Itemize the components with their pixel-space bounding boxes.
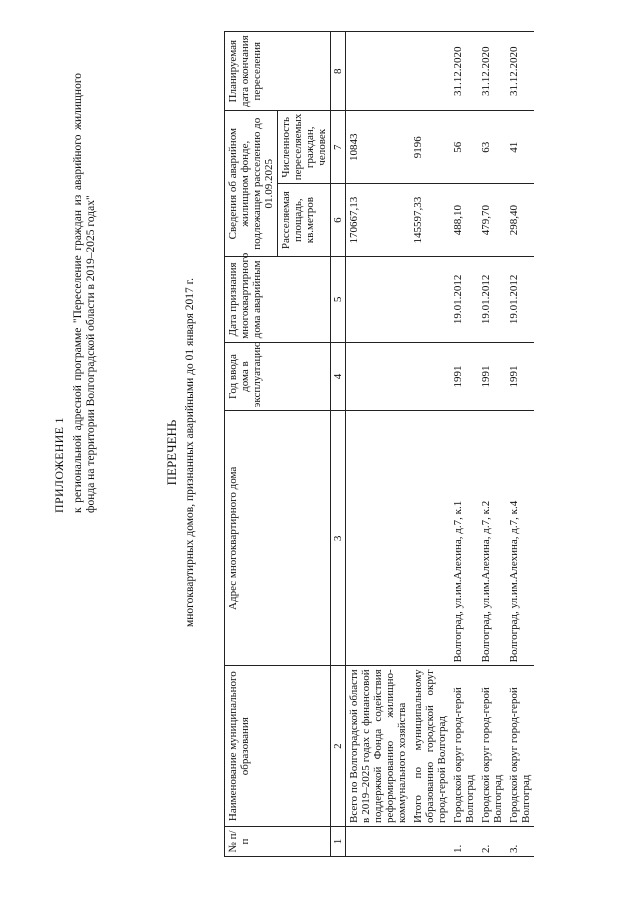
emergency-housing-table xyxy=(224,31,534,857)
total-area: 170667,13 xyxy=(346,184,411,257)
row-municipality: Городской округ город-герой Волгоград xyxy=(478,666,506,827)
row-people: 63 xyxy=(478,111,506,184)
row-year: 1991 xyxy=(506,342,534,411)
col-number: 6 xyxy=(331,184,346,257)
subtotal-label: Итого по муниципальному образованию городской округ город-герой Волгоград xyxy=(410,666,450,827)
appendix-text: к региональной адресной программе "Переселение граждан из аварийного жилищного фонда на территории Волгоградской области в 2019–2025 годах" xyxy=(72,73,97,513)
col-number: 5 xyxy=(331,257,346,343)
header-municipality: Наименование муниципального образования xyxy=(225,666,331,827)
col-number: 8 xyxy=(331,32,346,111)
subtotal-area: 145597,33 xyxy=(410,184,450,257)
row-area: 298,40 xyxy=(506,184,534,257)
row-area: 479,70 xyxy=(478,184,506,257)
col-number: 2 xyxy=(331,666,346,827)
row-num: 2. xyxy=(478,827,506,857)
row-planned: 31.12.2020 xyxy=(506,32,534,111)
col-number: 1 xyxy=(331,827,346,857)
col-number: 3 xyxy=(331,411,346,666)
col-number: 7 xyxy=(331,111,346,184)
col-number: 4 xyxy=(331,342,346,411)
total-label: Всего по Волгоградской области в 2019–2025 годах с финансовой поддержкой Фонда содействия реформированию жилищно-коммунального хозяйства xyxy=(346,666,411,827)
header-area: Расселяемая площадь, кв.метров xyxy=(278,184,331,257)
table-row xyxy=(450,32,478,857)
appendix-title: ПРИЛОЖЕНИЕ 1 xyxy=(52,417,66,513)
row-address: Волгоград, ул.им.Алехина, д.7, к.4 xyxy=(506,411,534,666)
row-num: 1. xyxy=(450,827,478,857)
row-planned: 31.12.2020 xyxy=(450,32,478,111)
table-row xyxy=(506,32,534,857)
total-row xyxy=(346,32,411,857)
header-num: № п/п xyxy=(225,827,331,857)
row-date: 19.01.2012 xyxy=(506,257,534,343)
header-people: Численность переселяемых граждан, человек xyxy=(278,111,331,184)
subtotal-row xyxy=(410,32,450,857)
row-address: Волгоград, ул.им.Алехина, д.7, к.1 xyxy=(450,411,478,666)
header-info: Сведения об аварийном жилищном фонде, подлежащем расселению до 01.09.2025 xyxy=(225,111,278,257)
header-year: Год ввода дома в эксплуатацию xyxy=(225,342,331,411)
document-subtitle: многоквартирных домов, признанных аварийными до 01 января 2017 г. xyxy=(184,278,196,627)
row-address: Волгоград, ул.им.Алехина, д.7, к.2 xyxy=(478,411,506,666)
row-date: 19.01.2012 xyxy=(478,257,506,343)
row-num: 3. xyxy=(506,827,534,857)
row-area: 488,10 xyxy=(450,184,478,257)
row-date: 19.01.2012 xyxy=(450,257,478,343)
header-date: Дата признания многоквартирного дома аварийным xyxy=(225,257,331,343)
header-address: Адрес многоквартирного дома xyxy=(225,411,331,666)
row-year: 1991 xyxy=(478,342,506,411)
table-row xyxy=(478,32,506,857)
row-municipality: Городской округ город-герой Волгоград xyxy=(506,666,534,827)
row-municipality: Городской округ город-герой Волгоград xyxy=(450,666,478,827)
subtotal-people: 9196 xyxy=(410,111,450,184)
document-title: ПЕРЕЧЕНЬ xyxy=(164,419,179,486)
row-people: 56 xyxy=(450,111,478,184)
header-planned: Планируемая дата окончания переселения xyxy=(225,32,331,111)
row-planned: 31.12.2020 xyxy=(478,32,506,111)
total-people: 10843 xyxy=(346,111,411,184)
row-year: 1991 xyxy=(450,342,478,411)
row-people: 41 xyxy=(506,111,534,184)
